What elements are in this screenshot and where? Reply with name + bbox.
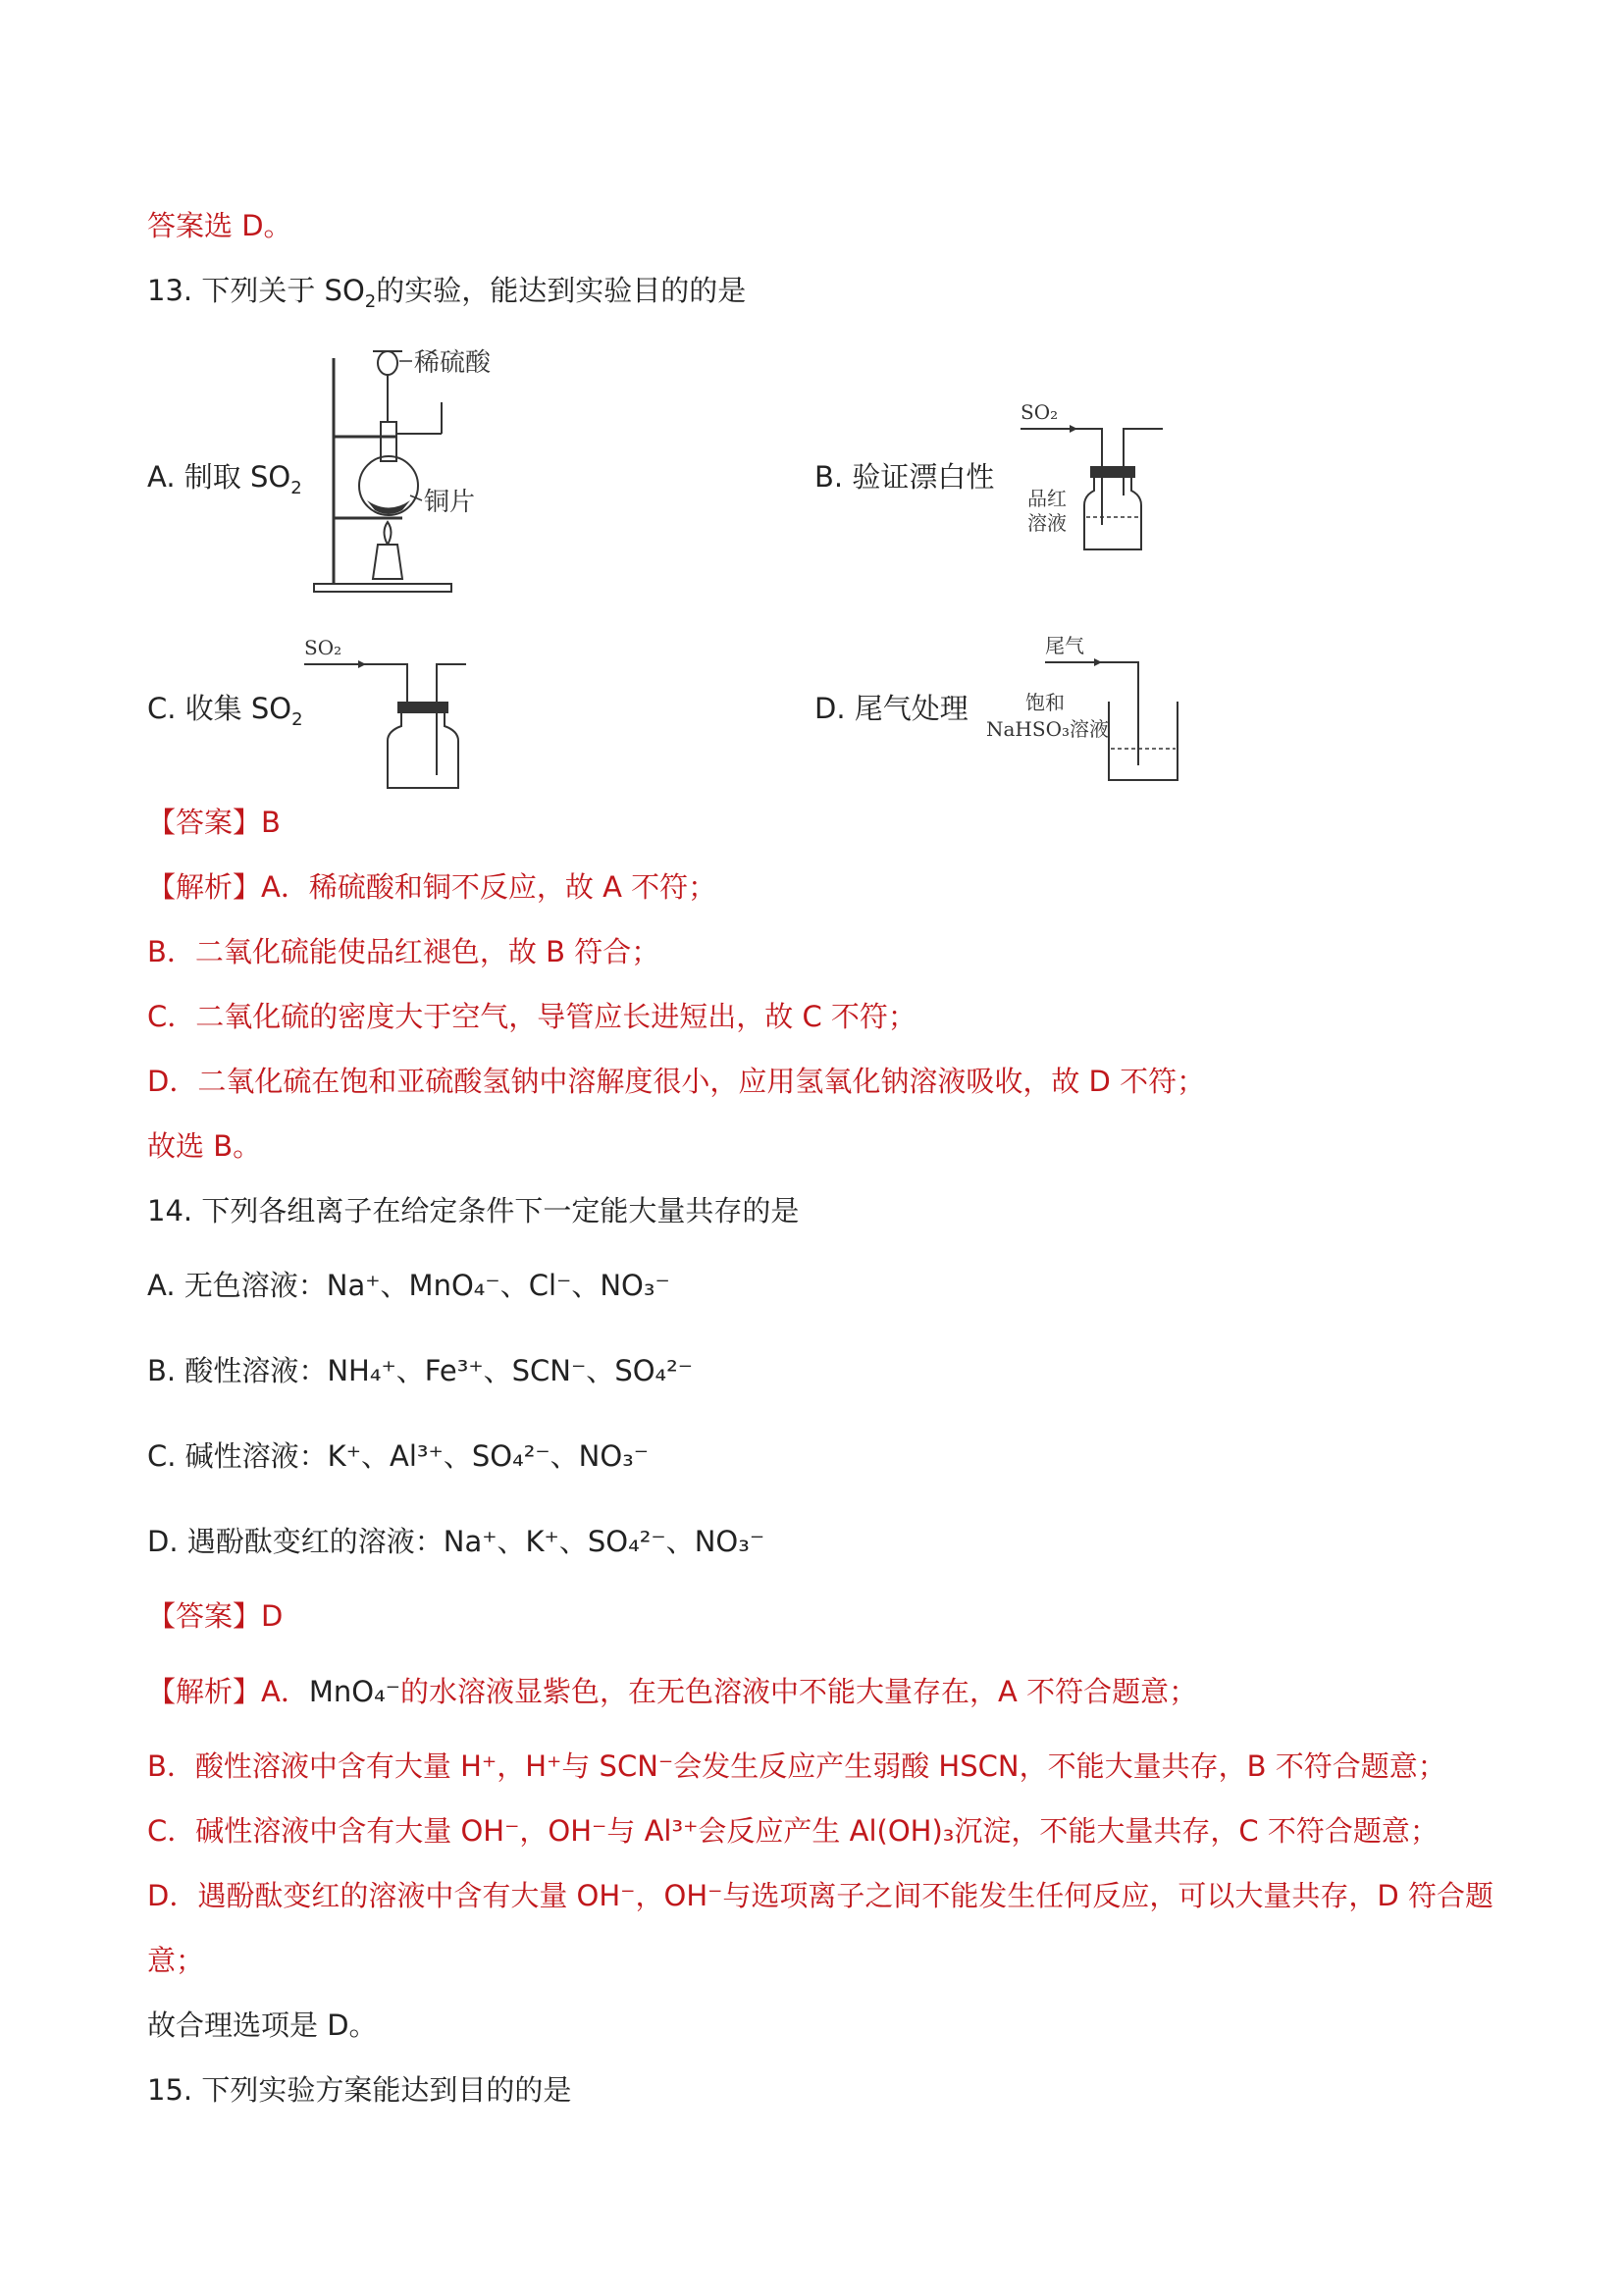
q13-analysis-a: 【解析】A．稀硫酸和铜不反应，故 A 不符； — [147, 870, 717, 904]
fig-d-label-tail: 尾气 — [1045, 634, 1084, 657]
q14-conclusion: 故合理选项是 D。 — [147, 2009, 378, 2042]
q14-analysis-c: C．碱性溶液中含有大量 OH⁻，OH⁻与 Al³⁺会反应产生 Al(OH)₃沉淀，不能大量共存，C 不符合题意； — [147, 1814, 1439, 1848]
q13-analysis-d: D．二氧化硫在饱和亚硫酸氢钠中溶解度很小，应用氢氧化钠溶液吸收，故 D 不符； — [147, 1065, 1206, 1098]
q13-fig-d — [981, 633, 1197, 790]
q13-fig-c — [299, 633, 486, 795]
q13-stem: 13. 下列关于 $SO_2$的实验，能达到实验目的的是 — [147, 274, 747, 312]
q14-option-b: B. 酸性溶液：NH₄⁺、Fe³⁺、SCN⁻、SO₄²⁻ — [147, 1354, 694, 1387]
q13-analysis-b: B．二氧化硫能使品红褪色，故 B 符合； — [147, 935, 660, 968]
q13-option-b: B. 验证漂白性 — [814, 460, 995, 494]
q14-option-a: A. 无色溶液：Na⁺、MnO₄⁻、Cl⁻、NO₃⁻ — [147, 1269, 670, 1302]
q13-conclusion: 故选 B。 — [147, 1129, 262, 1163]
q14-option-c: C. 碱性溶液：K⁺、Al³⁺、SO₄²⁻、NO₃⁻ — [147, 1439, 650, 1473]
q14-analysis-b: B．酸性溶液中含有大量 H⁺，H⁺与 SCN⁻会发生反应产生弱酸 HSCN，不能大量共存，B 不符合题意； — [147, 1749, 1446, 1783]
fig-c-label-so2: SO₂ — [304, 636, 342, 659]
q13-answer: 【答案】B — [147, 806, 281, 839]
q15-stem: 15. 下列实验方案能达到目的的是 — [147, 2073, 572, 2107]
fig-d-label-nahso3: NaHSO₃溶液 — [986, 717, 1109, 741]
prev-conclusion: 答案选 D。 — [147, 209, 292, 242]
q13-option-d: D. 尾气处理 — [814, 692, 969, 725]
fig-a-label-acid: 稀硫酸 — [414, 348, 492, 378]
fig-b-label-so2: SO₂ — [1021, 400, 1059, 424]
fig-a-label-copper: 铜片 — [424, 488, 476, 517]
q14-analysis-a: 【解析】A．MnO₄⁻的水溶液显紫色，在无色溶液中不能大量存在，A 不符合题意； — [147, 1675, 1198, 1708]
q14-analysis-d: D．遇酚酞变红的溶液中含有大量 OH⁻，OH⁻与选项离子之间不能发生任何反应，可以大量共存，D 符合题 — [147, 1879, 1493, 1912]
q13-option-a: A. 制取 $SO_2$ — [147, 460, 302, 498]
q14-option-d: D. 遇酚酞变红的溶液：Na⁺、K⁺、SO₄²⁻、NO₃⁻ — [147, 1525, 765, 1558]
q14-answer: 【答案】D — [147, 1599, 284, 1633]
q13-analysis-c: C．二氧化硫的密度大于空气，导管应长进短出，故 C 不符； — [147, 1000, 916, 1033]
fig-b-label-solution: 溶液 — [1027, 511, 1067, 535]
q13-fig-b — [1016, 397, 1192, 554]
fig-b-label-dye: 品红 — [1027, 487, 1067, 510]
q14-analysis-d-cont: 意； — [147, 1944, 205, 1977]
fig-d-label-saturated: 饱和 — [1025, 691, 1065, 714]
q14-stem: 14. 下列各组离子在给定条件下一定能大量共存的是 — [147, 1194, 800, 1227]
q13-fig-a — [304, 343, 599, 603]
q13-option-c: C. 收集 $SO_2$ — [147, 692, 303, 730]
